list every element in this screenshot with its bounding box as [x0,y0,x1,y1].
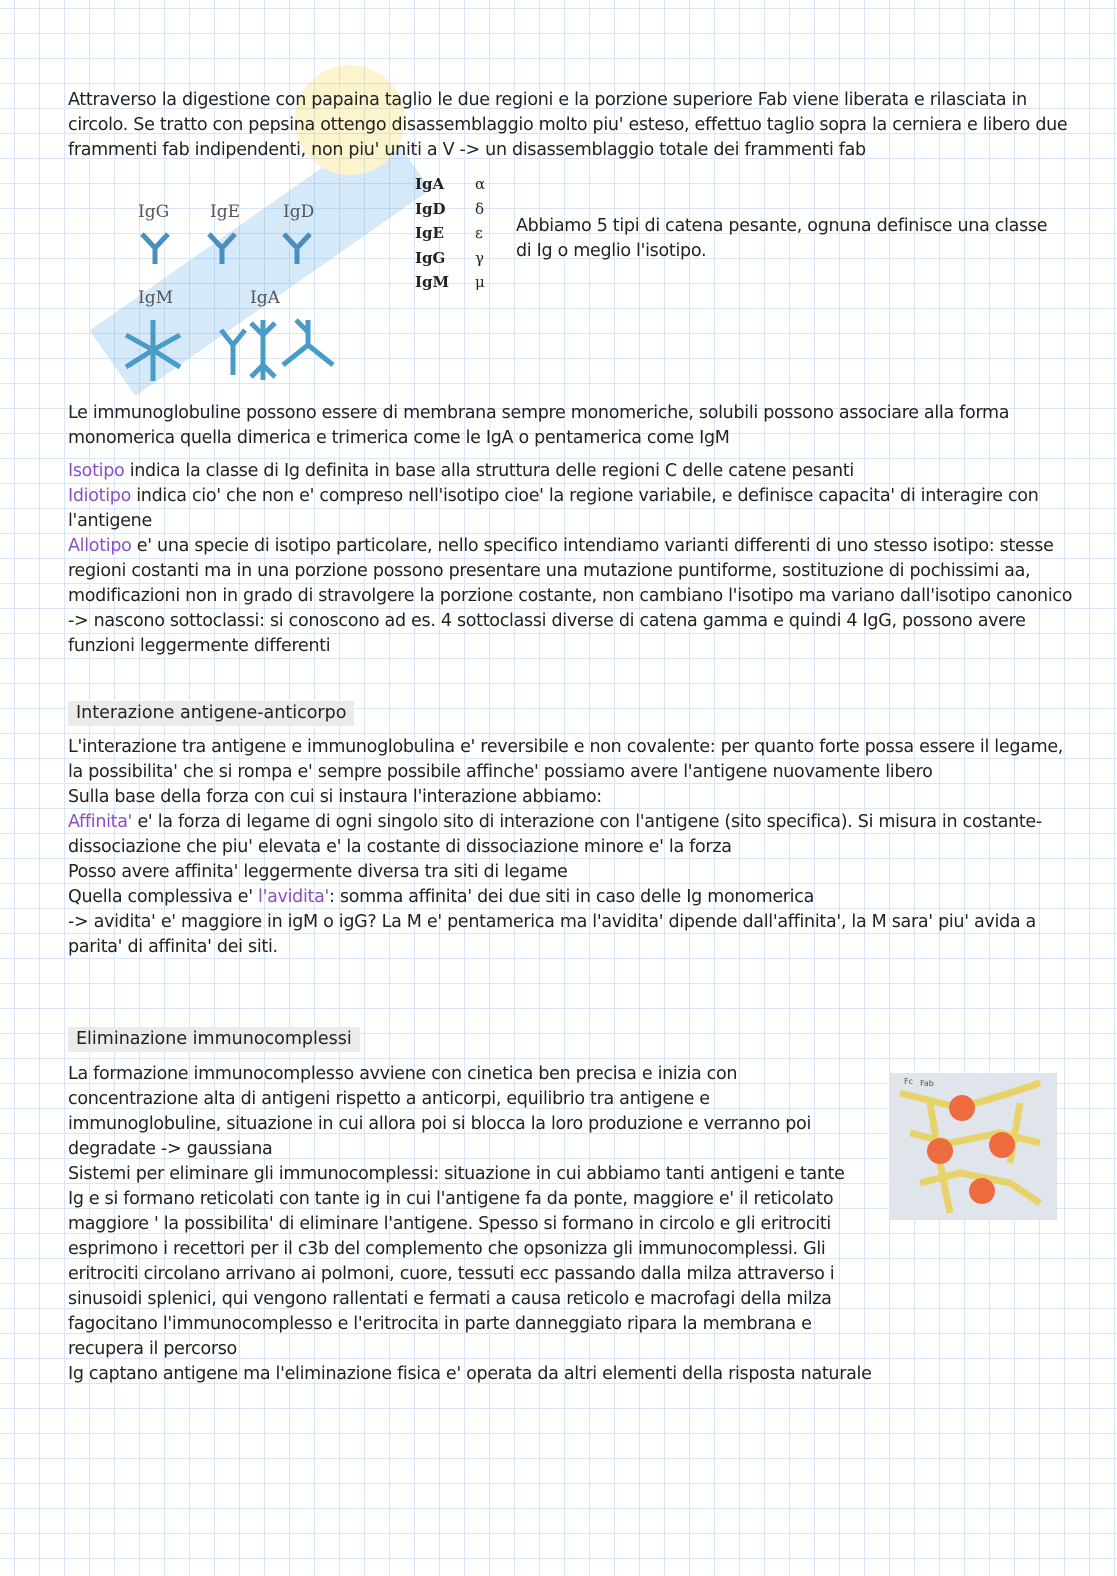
label-iga: IgA [250,288,280,308]
definitions [68,459,1078,659]
chain-greek: ε [475,224,483,242]
section-interazione [68,735,1078,960]
def-allotipo [68,534,1078,659]
chain-greek: α [475,175,486,193]
chain-greek: δ [475,199,485,218]
term-avidita: l'avidita' [258,887,330,907]
chain-greek: γ [475,248,484,267]
chain-greek: μ [475,273,485,291]
paragraph: Posso avere affinita' leggermente diversa tra siti di legame [68,862,568,882]
chain-ig: IgG [415,248,446,267]
chain-ig: IgD [415,199,446,218]
term-affinita: Affinita' [68,812,133,832]
paragraph-affinita [68,810,1078,860]
section-heading: Interazione antigene-anticorpo [68,701,354,726]
paragraph: L'interazione tra antigene e immunoglobulina e' reversibile e non covalente: per quanto forte possa essere il legame, la possibilita' che si rompa e' sempre possibile affinche' possiamo avere l'antigene nuovamente libero [68,737,1064,782]
paragraph-avidita [68,885,1078,910]
chain-row [415,197,485,222]
def-text: indica la classe di Ig definita in base alla struttura delle regioni C delle catene pesanti [124,461,854,481]
immunocomplex-figure [890,1073,1057,1220]
def-isotipo [68,459,1078,484]
paragraph: Sulla base della forza con cui si instaura l'interazione abbiamo: [68,787,602,807]
chains-description: Abbiamo 5 tipi di catena pesante, ognuna definisce una classe di Ig o meglio l'isotipo. [516,215,1048,261]
def-text: indica cio' che non e' compreso nell'isotipo cioe' la regione variabile, e definisce capacita' di interagire con l'antigene [68,486,1039,531]
label-igg: IgG [138,202,170,222]
chain-ig: IgM [415,273,450,291]
term-allotipo: Allotipo [68,536,132,556]
text: Quella complessiva e' [68,887,259,907]
paragraph: La formazione immunocomplesso avviene con cinetica ben precisa e inizia con concentrazione alta di antigeni rispetto a anticorpi, equilibrio tra antigene e immunoglobuline, situazione in cui allora poi si blocca la loro produzione e verranno poi degradate -> gaussiana [68,1064,812,1159]
def-idiotipo [68,484,1078,534]
label-igm: IgM [138,288,174,308]
term-isotipo: Isotipo [68,461,125,481]
chain-row [415,221,485,246]
paragraph-membrane: Le immunoglobuline possono essere di membrana sempre monomeriche, solubili possono associare alla forma monomerica quella dimerica e trimerica come le IgA o pentamerica come IgM [68,402,1010,448]
chain-row [415,246,485,271]
text: : somma affinita' dei due siti in caso delle Ig monomerica [329,887,814,907]
antibody-monomers-figure [130,228,330,268]
chain-ig: IgE [415,224,444,242]
antibody-polymers-figure [118,315,343,385]
chain-row [415,270,485,295]
heavy-chain-list [415,172,485,295]
def-text: e' la forza di legame di ogni singolo sito di interazione con l'antigene (sito specifica). Si misura in costante-dissociazione che piu' elevata e' la costante di dissociazione minore e' la forza [68,812,1042,857]
chain-ig: IgA [415,175,445,193]
label-igd: IgD [283,202,315,222]
term-idiotipo: Idiotipo [68,486,131,506]
paragraph-digestion: Attraverso la digestione con papaina taglio le due regioni e la porzione superiore Fab viene liberata e rilasciata in circolo. Se tratto con pepsina ottengo disassemblaggio molto piu' esteso, effettuo taglio sopra la cerniera e libero due frammenti fab indipendenti, non piu' uniti a V -> un disassemblaggio totale dei frammenti fab [68,89,1068,160]
label-fc: Fc [904,1077,913,1086]
paragraph: Ig captano antigene ma l'eliminazione fisica e' operata da altri elementi della risposta naturale [68,1364,872,1384]
paragraph: Sistemi per eliminare gli immunocomplessi: situazione in cui abbiamo tanti antigeni e tante Ig e si formano reticolati con tante ig in cui l'antigene fa da ponte, maggiore e' il reticolato maggiore ' la possibilita' di eliminare l'antigene. Spesso si formano in circolo e gli eritrociti esprimono i recettori per il c3b del complemento che opsonizza gli immunocomplessi. Gli eritrociti circolano arrivano ai polmoni, cuore, tessuti ecc passando dalla milza attraverso i sinusoidi splenici, qui vengono rallentati e fermati a causa reticolo e macrofagi della milza fagocitano l'immunocomplesso e l'eritrocita in parte danneggiato ripara la membrana e recupera il percorso [68,1164,845,1359]
paragraph: -> avidita' e' maggiore in igM o igG? La M e' pentamerica ma l'avidita' dipende dall'affinita', la M sara' piu' avida a parita' di affinita' dei siti. [68,912,1036,957]
chain-row [415,172,485,197]
label-fab: Fab [920,1079,934,1088]
def-text: e' una specie di isotipo particolare, nello specifico intendiamo varianti differenti di uno stesso isotipo: stesse regioni costanti ma in una porzione possono presentare una mutazione puntiforme, sostituzione di pochissimi aa, modificazioni non in grado di stravolgere la porzione costante, non cambiano l'isotipo ma variano dall'isotipo canonico -> nascono sottoclassi: si conoscono ad es. 4 sottoclassi diverse di catena gamma e quindi 4 IgG, possono avere funzioni leggermente differenti [68,536,1073,656]
section-heading: Eliminazione immunocomplessi [68,1027,360,1052]
label-ige: IgE [210,202,241,222]
